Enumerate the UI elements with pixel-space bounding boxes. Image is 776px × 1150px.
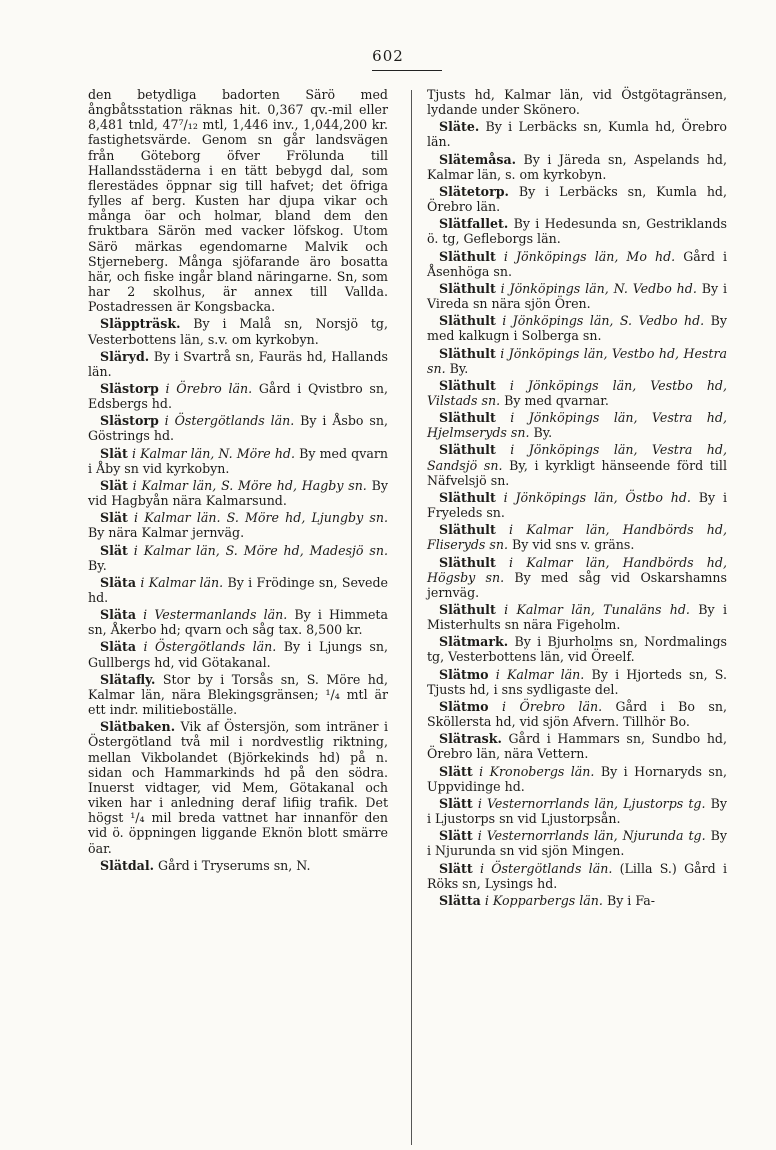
dictionary-entry [427,667,727,697]
entry-headword: Slät [100,542,128,558]
dictionary-entry [427,764,727,794]
entry-text: By i Himmeta sn, Åkerbo hd; qvarn och såg tax. 8,500 kr. [88,607,388,638]
entry-headword: Släthult [439,442,496,458]
dictionary-entry [427,522,727,552]
entry-headword: Släthult [439,554,496,570]
entry-headword: Slätrask. [439,731,502,747]
dictionary-entry [88,639,388,669]
entry-region: i Vesternorrlands län, Ljustorps tg. [477,795,706,811]
dictionary-entry [427,602,727,632]
entry-headword: Slätbaken. [100,719,176,735]
dictionary-entry [427,346,727,376]
dictionary-entry [88,381,388,411]
entry-text: Gård i Hammars sn, Sundbo hd, Örebro län, nära Vettern. [427,731,727,762]
entry-headword: Släthult [439,313,496,329]
entry-text: By i Åsbo sn, Göstrings hd. [88,413,388,444]
entry-headword: Slätemåsa. [439,151,516,167]
entry-region: i Örebro län. [502,698,603,714]
entry-region: i Jönköpings län, Mo hd. [503,248,676,264]
dictionary-entry [88,316,388,346]
entry-region: i Kalmar län. [140,574,224,590]
entry-text: By i Njurunda sn vid sjön Mingen. [427,828,727,859]
entry-text: By i Järeda sn, Aspelands hd, Kalmar län, s. om kyrkobyn. [427,151,727,182]
entry-headword: Släppträsk. [100,316,181,332]
entry-headword: Släthult [439,345,496,361]
entry-headword: Slätta [439,892,481,908]
dictionary-entry [427,699,727,729]
entry-text: By, i kyrkligt hänseende förd till Näfvelsjö sn. [427,457,727,488]
entry-text: By nära Kalmar jernväg. [88,525,245,541]
entry-region: i Kalmar län, Handbörds hd, Fliseryds sn. [427,522,727,553]
entry-region: i Kalmar län, S. Möre hd, Hagby sn. [132,477,367,493]
entry-headword: Slät [100,445,128,461]
entry-text: By i Fa- [606,892,655,908]
entry-headword: Slät [100,477,128,493]
dictionary-entry [427,828,727,858]
dictionary-entry [88,446,388,476]
left-column [88,87,388,875]
dictionary-entry [427,281,727,311]
dictionary-entry [427,313,727,343]
entry-headword: Släte. [439,119,480,135]
entry-headword: Släthult [439,489,496,505]
entry-text: Vik af Östersjön, som inträner i Östergötland två mil i nordvestlig riktning, mellan Vikbolandet (Björkekinds hd) på n. sidan och Hammarkinds hd på den södra. Inuerst vidtager, vid Mem, Götakanal och viken har i anledning deraf lifiig trafik. Det högst ¹/₄ mil breda vattnet har innanför den vid ö. öppningen liggande Eknön blott smärre öar. [88,719,388,856]
entry-headword: Slätmark. [439,634,509,650]
dictionary-entry [88,510,388,540]
entry-text: By. [533,425,553,441]
entry-text: By med såg vid Oskarshamns jernväg. [427,569,727,600]
entry-headword: Slästorp [100,380,159,396]
dictionary-entry [88,575,388,605]
entry-region: i Östergötlands län. [479,860,613,876]
dictionary-entry [427,119,727,149]
entry-region: i Östergötlands län. [164,413,295,429]
entry-region: i Jönköpings län, Vestra hd, Sandsjö sn. [427,442,727,473]
entry-text: By i Ljungs sn, Gullbergs hd, vid Götakanal. [88,639,389,670]
entry-headword: Släta [100,574,137,590]
header-rule [372,70,442,71]
entry-region: i Jönköpings län, Vestbo hd, Hestra sn. [427,345,727,376]
entry-text: By i Malå sn, Norsjö tg, Vesterbottens län, s.v. om kyrkobyn. [88,316,388,347]
entry-region: i Jönköpings län, S. Vedbo hd. [502,313,705,329]
entry-headword: Slätafly. [100,671,156,687]
entry-text: By i Ljustorps sn vid Ljustorpsån. [427,795,727,827]
entry-text: By i Hjorteds sn, S. Tjusts hd, i sns sydligaste del. [427,666,727,697]
entry-text: By i Lerbäcks sn, Kumla hd, Örebro län. [427,119,727,150]
right-column [427,87,727,910]
entry-headword: Slätdal. [100,857,154,873]
entry-headword: Slätmo [439,666,489,682]
entry-region: i Jönköpings län, Vestra hd, Hjelmseryds sn. [427,410,727,441]
entry-region: i Kronobergs län. [479,763,595,779]
entry-region: i Vestermanlands län. [143,607,288,623]
entry-region: i Örebro län. [165,380,253,396]
entry-text: By i Svartrå sn, Fauräs hd, Hallands län. [88,348,388,379]
dictionary-entry [427,184,727,214]
entry-region: i Kalmar län. S. Möre hd, Ljungby sn. [134,510,388,526]
dictionary-entry [88,349,388,379]
entry-text: By i Bjurholms sn, Nordmalings tg, Vesterbottens län, vid Öreelf. [427,634,727,665]
dictionary-entry [427,555,727,600]
column-divider [411,90,412,1145]
entry-headword: Släthult [439,602,496,617]
dictionary-entry [88,607,388,637]
entry-region: i Kalmar län, S. Möre hd, Madesjö sn. [133,542,388,558]
entry-text: By i Vireda sn nära sjön Ören. [427,280,727,312]
entry-region: i Jönköpings län, Östbo hd. [503,489,691,505]
dictionary-entry [427,410,727,440]
dictionary-entry [427,893,727,908]
dictionary-entry [427,634,727,664]
entry-headword: Slät [100,510,128,526]
entry-region: i Kalmar län, Tunaläns hd. [504,602,690,617]
entry-headword: Släthult [439,522,496,538]
dictionary-entry [427,861,727,891]
dictionary-entry [427,152,727,182]
entry-text: By i Lerbäcks sn, Kumla hd, Örebro län. [427,183,727,215]
entry-text: Gård i Åsenhöga sn. [427,248,727,279]
entry-text: By vid Hagbyån nära Kalmarsund. [88,477,388,509]
entry-headword: Släthult [439,248,496,264]
entry-text: Tjusts hd, Kalmar län, vid Östgötagränsen, lydande under Skönero. [427,87,727,118]
entry-region: i Jönköpings län, Vestbo hd, Vilstads sn. [427,377,727,408]
entry-headword: Slätmo [439,698,489,714]
entry-headword: Slätt [439,828,473,844]
dictionary-entry [427,731,727,761]
entry-headword: Slätt [439,763,473,779]
dictionary-entry [88,87,388,314]
entry-headword: Släthult [439,410,496,426]
entry-text: By med qvarn i Åby sn vid kyrkobyn. [88,445,388,476]
entry-headword: Släthult [439,377,496,393]
dictionary-entry [427,249,727,279]
entry-text: By i Frödinge sn, Sevede hd. [88,574,388,605]
entry-text: By med qvarnar. [504,392,609,408]
entry-region: i Kalmar län, N. Möre hd. [131,445,295,461]
entry-region: i Kalmar län, Handbörds hd, Högsby sn. [427,554,727,585]
entry-text: (Lilla S.) Gård i Röks sn, Lysings hd. [427,860,728,891]
entry-text: By i Hedesunda sn, Gestriklands ö. tg, Gefleborgs län. [427,216,727,247]
entry-headword: Släta [100,639,137,655]
entry-text: Gård i Qvistbro sn, Edsbergs hd. [88,380,388,412]
dictionary-entry [427,378,727,408]
entry-region: i Jönköpings län, N. Vedbo hd. [500,280,697,296]
dictionary-entry [427,216,727,246]
dictionary-entry [88,478,388,508]
entry-text: By i Fryeleds sn. [427,489,727,521]
entry-region: i Östergötlands län. [143,639,277,655]
entry-text: By vid sns v. gräns. [511,537,635,553]
entry-headword: Släthult [439,280,496,296]
dictionary-entry [88,672,388,717]
dictionary-entry [427,87,727,117]
entry-headword: Slätt [439,795,473,811]
dictionary-entry [427,796,727,826]
entry-text: By. [88,557,107,573]
dictionary-entry [88,413,388,443]
entry-text: Stor by i Torsås sn, S. Möre hd, Kalmar län, nära Blekingsgränsen; ¹/₄ mtl är ett indr. militieboställe. [88,671,388,718]
dictionary-entry [88,719,388,855]
entry-headword: Slästorp [100,413,159,429]
entry-region: i Vesternorrlands län, Njurunda tg. [477,828,706,844]
entry-text: den betydliga badorten Särö med ångbåtsstation räknas hit. 0,367 qv.-mil eller 8,481 tnld, 47⁷/₁₂ mtl, 1,446 inv., 1,044,200 kr. fastighetsvärde. Genom sn går landsvägen från Göteborg öfver Frölunda till Hallandsstäderna i en tätt bebygd dal, som flerestädes öppnar sig till hafvet; det öfriga fylles af berg. Kusten har djupa vikar och många öar och holmar, bland dem den fruktbara Särön med vacker löfskog. Utom Särö märkas egendomarne Malvik och Stjerneberg. Många sjöfarande äro bosatta här, och fiske ingår bland näringarne. Sn, som har 2 skolhus, är annex till Vallda. Postadressen är Kongsbacka. [88,87,388,315]
entry-text: Gård i Bo sn, Sköllersta hd, vid sjön Afvern. Tillhör Bo. [427,698,727,730]
dictionary-entry [427,490,727,520]
entry-text: By med kalkugn i Solberga sn. [427,313,727,344]
entry-region: i Kopparbergs län. [484,892,603,908]
entry-headword: Slätt [439,860,473,876]
entry-text: By. [449,360,469,376]
dictionary-entry [88,543,388,573]
entry-headword: Slätfallet. [439,216,509,232]
page-number: 602 [372,47,404,65]
dictionary-entry [427,442,727,487]
entry-text: By i Hornaryds sn, Uppvidinge hd. [427,763,727,794]
entry-region: i Kalmar län. [495,666,585,682]
entry-text: By i Misterhults sn nära Figeholm. [427,602,727,633]
entry-headword: Släryd. [100,348,150,364]
entry-headword: Slätetorp. [439,183,509,199]
dictionary-entry [88,858,388,873]
entry-text: Gård i Tryserums sn, N. [158,857,311,873]
entry-headword: Släta [100,607,137,623]
